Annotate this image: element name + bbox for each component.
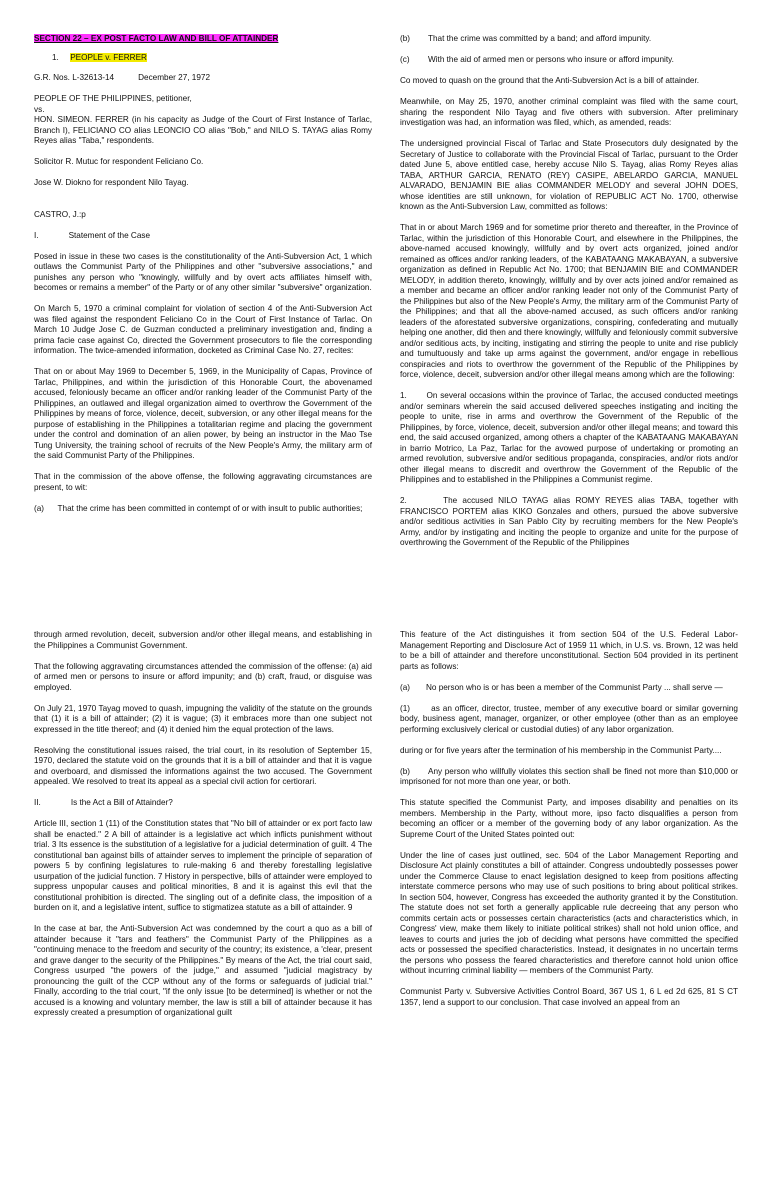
decision-date: December 27, 1972 bbox=[138, 73, 211, 82]
document-page-2 bbox=[0, 620, 768, 1190]
list-text: Any person who willfully violates this section shall be fined not more than $10,000 or imprisoned for not more than one year, or both. bbox=[400, 766, 738, 786]
list-text: That the crime has been committed in contempt of or with insult to public authorities; bbox=[57, 503, 363, 513]
page2-left-column bbox=[34, 630, 372, 1019]
paragraph: Meanwhile, on May 25, 1970, another criminal complaint was filed with the same court, sharing the respondent Nilo Tayag and five others with subversion. After preliminary investigation was had, an information was filed, which, as amended, reads: bbox=[400, 97, 738, 127]
section-heading: SECTION 22 – EX POST FACTO LAW AND BILL OF ATTAINDER bbox=[34, 34, 279, 43]
list-label: (1) bbox=[400, 703, 411, 713]
page1-right-column bbox=[400, 34, 738, 549]
list-label: (b) bbox=[400, 34, 411, 43]
list-label: 1. bbox=[400, 391, 407, 400]
paragraph: This feature of the Act distinguishes it from section 504 of the U.S. Federal Labor-Management Reporting and Disclosure Act of 1959 11 which, in U.S. vs. Brown, 12 was held to be a bill of attainder and therefore unconstitutional. Section 504 provided in its pertinent parts as follows: bbox=[400, 630, 738, 671]
case-title: PEOPLE v. FERRER bbox=[70, 52, 147, 62]
part-title: Is the Act a Bill of Attainder? bbox=[70, 798, 173, 807]
list-text: That the crime was committed by a band; and afford impunity. bbox=[428, 34, 652, 43]
gr-number: G.R. Nos. L-32613-14 bbox=[34, 73, 115, 82]
paragraph: Co moved to quash on the ground that the Anti-Subversion Act is a bill of attainder. bbox=[400, 76, 700, 85]
paragraph: The undersigned provincial Fiscal of Tarlac and State Prosecutors duly designated by the Secretary of Justice to collaborate with the Provincial Fiscal of Tarlac, pursuant to the Order dated June 5, above entitled case, hereby accuse Nilo S. Tayag, alias Romy Reyes alias TABA, ARTHUR GARCIA, RENATO (REY) CASIPE, ABELARDO GARCIA, MANUEL ALVARADO, BENJAMIN BIE alias COMMANDER MELODY and several JOHN DOES, whose identities are still unknown, for violation of REPUBLIC ACT No. 1700, otherwise known as the Anti-Subversion Law, committed as follows: bbox=[400, 139, 738, 211]
list-text: On several occasions within the province of Tarlac, the accused conducted meetings and/or seminars wherein the said accused delivered speeches instigating and inciting the people to unite, rise in arms and overthrow the Government of the Republic of the Philippines, by force, violence, deceit, subversion and/or other illegal means; and toward this end, the said accused organized, among others a chapter of the KABATAANG MAKABAYAN in barrio Motrico, La Paz, Tarlac for the avowed purpose of undertaking or promoting an armed revolution, subversive and/or seditious propaganda, conspiracies, and/or riots and/or other illegal means to discredit and overthrow the Government of the Republic of the Philippines and to established in the Philippines a Communist regime. bbox=[400, 391, 738, 484]
part-title: Statement of the Case bbox=[68, 230, 151, 240]
list-label: (c) bbox=[400, 55, 410, 64]
paragraph: Communist Party v. Subversive Activities Control Board, 367 US 1, 6 L ed 2d 625, 81 S CT 1357, lend a support to our conclusion. That case involved an appeal from an bbox=[400, 987, 738, 1007]
paragraph: Under the line of cases just outlined, sec. 504 of the Labor Management Reporting and Disclosure Act plainly constitutes a bill of attainder. Congress undoubtedly possesses power under the Commerce Clause to enact legislation designed to keep from positions affecting interstate commerce persons who may use of such positions to bring about political strikes. In section 504, however, Congress has exceeded the authority granted it by the Constitution. The statute does not set forth a generally applicable rule decreeing that any person who commits certain acts or possesses certain characteristics (acts and characteristics which, in Congress' view, make them likely to initiate political strikes) shall not hold union office, and leaves to courts and juries the job of deciding what persons have committed the specified acts or possessed the specified characteristics. Instead, it designates in no uncertain terms the persons who possess the feared characteristics and therefore cannot hold union office without incurring criminal liability — members of the Communist Party. bbox=[400, 850, 738, 975]
paragraph: That in the commission of the above offense, the following aggravating circumstances are present, to wit: bbox=[34, 472, 372, 492]
paragraph: In the case at bar, the Anti-Subversion Act was condemned by the court a quo as a bill of attainder because it "tars and feathers" the Communist Party of the Philippines as a "continuing menace to the freedom and security of the country; its existence, a 'clear, present and grave danger to the security of the Philippines." By means of the Act, the trial court said, Congress usurped "the powers of the judge," and assumed "judicial magistracy by pronouncing the guilt of the CCP without any of the forms or safeguards of judicial trial." Finally, according to the trial court, "if the only issue [to be determined] is whether or not the accused is a knowing and voluntary member, the law is still a bill of attainder because it has expressly created a presumption of organizational guilt bbox=[34, 924, 372, 1017]
paragraph: Article III, section 1 (11) of the Constitution states that "No bill of attainder or ex port facto law shall be enacted." 2 A bill of attainder is a legislative act which inflicts punishment without trial. 3 Its essence is the substitution of a legislative for a judicial determination of guilt. 4 The constitutional ban against bills of attainder serves to implement the principle of separation of powers 5 by confining legislatures to rule-making 6 and thereby forestalling legislative usurpation of the judicial function. 7 History in perspective, bills of attainder were employed to suppress unpopular causes and political minorities, 8 and it is against this evil that the constitutional prohibition is directed. The singling out of a definite class, the imposition of a burden on it, and a legislative intent, suffice to stigmatizea statute as a bill of attainder. 9 bbox=[34, 819, 372, 912]
page1-left-column bbox=[34, 34, 372, 525]
paragraph: through armed revolution, deceit, subversion and/or other illegal means, and establishing in the Philippines a Communist Government. bbox=[34, 630, 372, 650]
paragraph: Posed in issue in these two cases is the constitutionality of the Anti-Subversion Act, 1 which outlaws the Communist Party of the Philippines and other "subversive associations," and punishes any person who "knowingly, willfully and by overt acts affiliates himself with, becomes or remains a member" of the Party or of any other similar "subversive" organization. bbox=[34, 251, 372, 292]
part-number: I. bbox=[34, 230, 39, 240]
list-text: The accused NILO TAYAG alias ROMY REYES alias TABA, together with FRANCISCO PORTEM alias KIKO Gonzales and others, pursued the above subversive and/or seditious activities in San Pablo City by recruiting members for the New People's Army, and/or by instigating and inciting the people to organize and unite for the purpose of overthrowing the Government of the Republic of the Philippines bbox=[400, 496, 739, 547]
case-number: 1. bbox=[52, 52, 59, 62]
paragraph: On March 5, 1970 a criminal complaint for violation of section 4 of the Anti-Subversion Act was filed against the respondent Feliciano Co in the Court of First Instance of Tarlac. On March 10 Judge Jose C. de Guzman conducted a preliminary investigation and, finding a prima facie case against Co, directed the Government prosecutors to file the corresponding information. The twice-amended information, docketed as Criminal Case No. 27, recites: bbox=[34, 304, 372, 355]
paragraph: That in or about March 1969 and for sometime prior thereto and thereafter, in the Province of Tarlac, within the jurisdiction of this Honorable Court, and elsewhere in the Philippines, the above-named accused knowingly, willfully and by overt acts organized, joined and/or remained as offices and/or ranking leaders, of the KABATAANG MAKABAYAN, a subversive organization as defined in Republic Act No. 1700; that BENJAMIN BIE and COMMANDER MELODY, in addition thereto, knowingly, willfully and by over acts joined and/or remained as a member and became an officer and/or ranking leader not only of the Communist Party of the Philippines but also of the New People's Army, the military arm of the Communist Party of the Philippines; and that all the above-named accused, as such officers and/or ranking leaders of the aforestated subversive organizations, conspiring, confederating and mutually helping one another, did then and there knowingly, willfully and feloniously commit subversive and/or seditious acts, by inciting, instigating and stirring the people to unite and rise publicly and tumultuously and take up arms against the government, and/or engage in rebellious conspiracies and riots to overthrow the government of the Republic of the Philippines by force, violence, deceit, subversion and/or other illegal means among which are the following: bbox=[400, 223, 738, 379]
ponente: CASTRO, J.:p bbox=[34, 209, 86, 219]
paragraph: That on or about May 1969 to December 5, 1969, in the Municipality of Capas, Province of Tarlac, Philippines, and within the jurisdiction of this Honorable Court, the abovenamed accused, feloniously became an officer and/or ranking leader of the Communist Party of the Philippines, an outlawed and illegal organization aimed to overthrow the Government of the Philippines by means of force, violence, deceit, subversion, or any other illegal means for the purpose of establishing in the Philippines a totalitarian regime and placing the government under the control and domination of an alien power, by being an instructor in the Mao Tse Tung University, the training school of recruits of the New People's Army, the military arm of the said Communist Party of the Philippines. bbox=[34, 367, 372, 460]
page2-right-column bbox=[400, 630, 738, 1008]
list-text: as an officer, director, trustee, member of any executive board or similar governing body, business agent, manager, organizer, or other employee (other than as an employee performing exclusively clerical or custodial duties) of any labor organization. bbox=[400, 703, 738, 734]
list-text: No person who is or has been a member of the Communist Party ... shall serve — bbox=[425, 682, 723, 692]
counsel-co: Solicitor R. Mutuc for respondent Feliciano Co. bbox=[34, 157, 204, 166]
document-page-1 bbox=[0, 0, 768, 570]
list-text: With the aid of armed men or persons who insure or afford impunity. bbox=[428, 55, 674, 64]
counsel-tayag: Jose W. Diokno for respondent Nilo Tayag. bbox=[34, 178, 189, 187]
list-label: (b) bbox=[400, 766, 411, 776]
parties: PEOPLE OF THE PHILIPPINES, petitioner, vs. HON. SIMEON. FERRER (in his capacity as Judge of the Court of First Instance of Tarlac, Branch I), FELICIANO CO alias LEONCIO CO alias "Bob," and NILO S. TAYAG alias Romy Reyes alias "Taba," respondents. bbox=[34, 94, 372, 145]
paragraph: Resolving the constitutional issues raised, the trial court, in its resolution of September 15, 1970, declared the statute void on the grounds that it is a bill of attainder and that it is vague and overboard, and dismissed the informations against the two accused. The Government appealed. We resolved to treat its appeal as a special civil action for certiorari. bbox=[34, 745, 372, 786]
paragraph: On July 21, 1970 Tayag moved to quash, impugning the validity of the statute on the grounds that (1) it is a bill of attainder; (2) it is vague; (3) it embraces more than one subject not expressed in the title thereof; and (4) it denied him the equal protection of the laws. bbox=[34, 703, 372, 734]
paragraph: during or for five years after the termination of his membership in the Communist Party.... bbox=[400, 745, 722, 755]
paragraph: This statute specified the Communist Party, and imposes disability and penalties on its members. Membership in the Party, without more, ipso facto disqualifies a person from becoming an officer or a member of the governing body of any labor organization. As the Supreme Court of the United States pointed out: bbox=[400, 798, 738, 839]
part-number: II. bbox=[34, 798, 41, 807]
paragraph: That the following aggravating circumstances attended the commission of the offense: (a) aid of armed men or persons to insure or afford impunity; and (b) craft, fraud, or disguise was employed. bbox=[34, 661, 372, 692]
list-label: 2. bbox=[400, 496, 407, 505]
list-label: (a) bbox=[34, 503, 45, 513]
list-label: (a) bbox=[400, 682, 411, 692]
